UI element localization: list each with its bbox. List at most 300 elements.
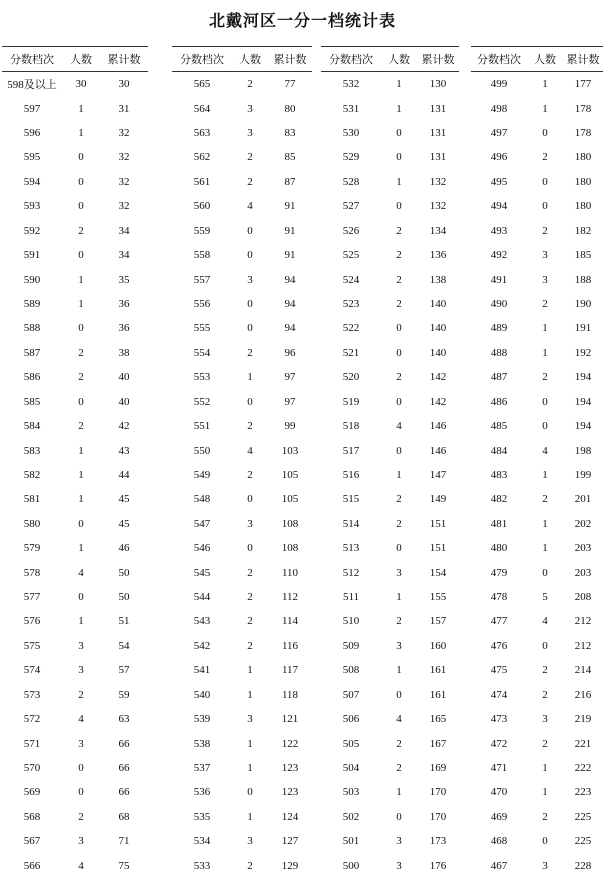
count-cell: 1 [78, 542, 84, 555]
score-cell: 504 [342, 762, 360, 775]
cumulative-cell: 43 [118, 444, 130, 457]
table-row [172, 829, 312, 853]
count-cell: 0 [396, 395, 402, 408]
count-cell: 1 [542, 468, 548, 481]
cumulative-cell: 131 [429, 127, 447, 140]
cumulative-cell: 121 [281, 713, 299, 726]
cumulative-cell: 71 [118, 835, 130, 848]
cumulative-cell: 63 [118, 713, 130, 726]
score-cell: 536 [193, 786, 211, 799]
score-cell: 595 [23, 151, 41, 164]
count-cell: 1 [542, 322, 548, 335]
count-cell: 1 [396, 175, 402, 188]
score-cell: 596 [23, 127, 41, 140]
count-cell: 3 [396, 566, 402, 579]
cumulative-cell: 32 [118, 151, 130, 164]
cumulative-cell: 127 [281, 835, 299, 848]
cumulative-cell: 176 [429, 859, 447, 872]
score-cell: 532 [342, 78, 360, 91]
count-cell: 5 [542, 591, 548, 604]
table-row [2, 780, 148, 804]
count-cell: 2 [542, 371, 548, 384]
score-cell: 483 [490, 468, 508, 481]
cumulative-cell: 154 [429, 566, 447, 579]
count-cell: 2 [396, 517, 402, 530]
table-row [172, 365, 312, 389]
cumulative-cell: 192 [574, 346, 592, 359]
table-row [471, 854, 603, 878]
cumulative-cell: 75 [118, 859, 130, 872]
table-row [2, 512, 148, 536]
score-cell: 530 [342, 127, 360, 140]
score-cell: 474 [490, 688, 508, 701]
score-cell: 589 [23, 298, 41, 310]
table-row [471, 96, 603, 120]
count-cell: 1 [247, 664, 253, 677]
count-cell: 1 [542, 102, 548, 115]
count-cell: 4 [78, 713, 84, 726]
score-cell: 586 [23, 371, 41, 384]
score-cell: 522 [342, 322, 360, 335]
cumulative-cell: 140 [429, 298, 447, 310]
cumulative-cell: 177 [574, 78, 592, 91]
count-cell: 2 [542, 151, 548, 164]
score-cell: 571 [23, 737, 41, 750]
cumulative-cell: 203 [574, 542, 592, 555]
table-row [172, 96, 312, 120]
score-cell: 497 [490, 127, 508, 140]
count-cell: 1 [396, 786, 402, 799]
table-row [172, 170, 312, 194]
score-cell: 535 [193, 810, 211, 823]
table-row [172, 316, 312, 340]
table-row [172, 267, 312, 291]
score-cell: 501 [342, 835, 360, 848]
cumulative-cell: 66 [118, 737, 130, 750]
count-cell: 3 [78, 737, 84, 750]
count-cell: 0 [78, 151, 84, 164]
score-cell: 567 [23, 835, 41, 848]
score-cell: 593 [23, 200, 41, 213]
column-header: 分数档次 [2, 47, 62, 72]
cumulative-cell: 190 [574, 298, 592, 310]
score-cell: 487 [490, 371, 508, 384]
cumulative-cell: 38 [118, 346, 130, 359]
table-row [471, 292, 603, 316]
cumulative-cell: 32 [118, 175, 130, 188]
count-cell: 2 [247, 639, 253, 652]
count-cell: 3 [542, 249, 548, 262]
score-cell: 563 [193, 127, 211, 140]
cumulative-cell: 202 [574, 517, 592, 530]
table-row [172, 438, 312, 462]
score-cell: 565 [193, 78, 211, 91]
score-cell: 548 [193, 493, 211, 506]
cumulative-cell: 160 [429, 639, 447, 652]
cumulative-cell: 130 [429, 78, 447, 91]
cumulative-cell: 212 [574, 615, 592, 628]
cumulative-cell: 83 [284, 127, 296, 140]
score-cell: 549 [193, 468, 211, 481]
count-cell: 1 [247, 737, 253, 750]
table-header-row [321, 47, 459, 72]
score-cell: 476 [490, 639, 508, 652]
count-cell: 0 [78, 322, 84, 335]
score-cell: 558 [193, 249, 211, 262]
score-cell: 537 [193, 762, 211, 775]
count-cell: 2 [247, 346, 253, 359]
table-row [172, 780, 312, 804]
cumulative-cell: 194 [574, 395, 592, 408]
cumulative-cell: 66 [118, 762, 130, 775]
count-cell: 2 [542, 664, 548, 677]
table-row [2, 634, 148, 658]
column-header: 人数 [527, 47, 563, 72]
count-cell: 1 [396, 102, 402, 115]
table-header-row [471, 47, 603, 72]
cumulative-cell: 151 [429, 517, 447, 530]
score-cell: 542 [193, 639, 211, 652]
count-cell: 1 [78, 127, 84, 140]
table-row [471, 683, 603, 707]
score-cell: 494 [490, 200, 508, 213]
score-tables [2, 46, 603, 872]
cumulative-cell: 57 [118, 664, 130, 677]
cumulative-cell: 157 [429, 615, 447, 628]
score-cell: 550 [193, 444, 211, 457]
cumulative-cell: 151 [429, 542, 447, 555]
cumulative-cell: 94 [284, 298, 296, 310]
count-cell: 2 [396, 493, 402, 506]
count-cell: 1 [542, 762, 548, 775]
count-cell: 4 [78, 859, 84, 872]
table-row [2, 438, 148, 462]
cumulative-cell: 203 [574, 566, 592, 579]
score-cell: 562 [193, 151, 211, 164]
score-cell: 498 [490, 102, 508, 115]
table-row [321, 121, 459, 145]
table-row [2, 683, 148, 707]
table-row [2, 145, 148, 169]
score-cell: 480 [490, 542, 508, 555]
count-cell: 1 [396, 78, 402, 91]
table-row [321, 829, 459, 853]
count-cell: 4 [542, 444, 548, 457]
table-row [2, 96, 148, 120]
table-row [321, 512, 459, 536]
count-cell: 0 [396, 322, 402, 335]
table-row [172, 536, 312, 560]
count-cell: 2 [247, 175, 253, 188]
count-cell: 2 [78, 371, 84, 384]
table-row [172, 756, 312, 780]
table-row [321, 96, 459, 120]
score-cell: 597 [23, 102, 41, 115]
table-row [172, 585, 312, 609]
score-cell: 521 [342, 346, 360, 359]
count-cell: 2 [542, 298, 548, 310]
cumulative-cell: 180 [574, 200, 592, 213]
count-cell: 0 [396, 542, 402, 555]
cumulative-cell: 198 [574, 444, 592, 457]
cumulative-cell: 40 [118, 395, 130, 408]
cumulative-cell: 188 [574, 273, 592, 286]
count-cell: 2 [78, 810, 84, 823]
cumulative-cell: 129 [281, 859, 299, 872]
count-cell: 3 [542, 713, 548, 726]
table-row [321, 414, 459, 438]
score-cell: 495 [490, 175, 508, 188]
cumulative-cell: 66 [118, 786, 130, 799]
cumulative-cell: 77 [284, 78, 296, 91]
score-cell: 469 [490, 810, 508, 823]
cumulative-cell: 225 [574, 835, 592, 848]
cumulative-cell: 123 [281, 762, 299, 775]
table-row [471, 805, 603, 829]
score-cell: 582 [23, 468, 41, 481]
table-row [471, 194, 603, 218]
table-row [172, 658, 312, 682]
cumulative-cell: 91 [284, 249, 296, 262]
count-cell: 2 [396, 273, 402, 286]
table-row [321, 438, 459, 462]
score-cell: 486 [490, 395, 508, 408]
score-cell: 527 [342, 200, 360, 213]
score-cell: 585 [23, 395, 41, 408]
cumulative-cell: 185 [574, 249, 592, 262]
cumulative-cell: 170 [429, 786, 447, 799]
count-cell: 0 [396, 444, 402, 457]
count-cell: 2 [542, 737, 548, 750]
cumulative-cell: 131 [429, 102, 447, 115]
count-cell: 2 [247, 420, 253, 433]
count-cell: 2 [542, 810, 548, 823]
cumulative-cell: 170 [429, 810, 447, 823]
cumulative-cell: 201 [574, 493, 592, 506]
count-cell: 0 [396, 810, 402, 823]
count-cell: 1 [247, 371, 253, 384]
cumulative-cell: 112 [281, 591, 299, 604]
count-cell: 4 [542, 615, 548, 628]
count-cell: 0 [247, 298, 253, 310]
table-row [172, 121, 312, 145]
count-cell: 0 [542, 175, 548, 188]
count-cell: 0 [542, 420, 548, 433]
cumulative-cell: 146 [429, 444, 447, 457]
count-cell: 0 [247, 395, 253, 408]
count-cell: 1 [542, 78, 548, 91]
table-row [321, 854, 459, 878]
cumulative-cell: 147 [429, 468, 447, 481]
score-cell: 534 [193, 835, 211, 848]
count-cell: 0 [542, 835, 548, 848]
count-cell: 0 [247, 786, 253, 799]
cumulative-cell: 219 [574, 713, 592, 726]
cumulative-cell: 99 [284, 420, 296, 433]
table-row [172, 145, 312, 169]
column-header: 人数 [381, 47, 417, 72]
count-cell: 0 [247, 322, 253, 335]
score-cell: 551 [193, 420, 211, 433]
table-row [172, 414, 312, 438]
score-cell: 594 [23, 175, 41, 188]
count-cell: 2 [542, 224, 548, 237]
cumulative-cell: 51 [118, 615, 130, 628]
table-row [2, 267, 148, 291]
score-cell: 468 [490, 835, 508, 848]
cumulative-cell: 105 [281, 493, 299, 506]
count-cell: 0 [542, 200, 548, 213]
score-cell: 493 [490, 224, 508, 237]
table-row [172, 389, 312, 413]
cumulative-cell: 208 [574, 591, 592, 604]
count-cell: 3 [542, 859, 548, 872]
score-cell: 514 [342, 517, 360, 530]
column-header: 分数档次 [321, 47, 381, 72]
table-row [172, 805, 312, 829]
score-cell: 591 [23, 249, 41, 262]
table-row [471, 463, 603, 487]
cumulative-cell: 32 [118, 127, 130, 140]
table-row [172, 194, 312, 218]
count-cell: 1 [78, 273, 84, 286]
count-cell: 1 [247, 688, 253, 701]
count-cell: 0 [78, 517, 84, 530]
cumulative-cell: 155 [429, 591, 447, 604]
table-row [2, 243, 148, 267]
count-cell: 2 [78, 346, 84, 359]
table-row [172, 243, 312, 267]
score-cell: 503 [342, 786, 360, 799]
count-cell: 1 [542, 346, 548, 359]
table-row [172, 219, 312, 243]
count-cell: 3 [78, 664, 84, 677]
score-cell: 575 [23, 639, 41, 652]
cumulative-cell: 136 [429, 249, 447, 262]
table-row [321, 780, 459, 804]
cumulative-cell: 222 [574, 762, 592, 775]
table-row [2, 121, 148, 145]
cumulative-cell: 146 [429, 420, 447, 433]
count-cell: 3 [247, 102, 253, 115]
cumulative-cell: 30 [118, 78, 130, 91]
cumulative-cell: 199 [574, 468, 592, 481]
count-cell: 0 [78, 591, 84, 604]
table-row [2, 463, 148, 487]
table-row [2, 341, 148, 365]
column-header: 人数 [232, 47, 268, 72]
cumulative-cell: 131 [429, 151, 447, 164]
cumulative-cell: 221 [574, 737, 592, 750]
score-cell: 471 [490, 762, 508, 775]
count-cell: 3 [247, 713, 253, 726]
count-cell: 1 [78, 493, 84, 506]
cumulative-cell: 142 [429, 371, 447, 384]
score-cell: 515 [342, 493, 360, 506]
table-row [321, 536, 459, 560]
cumulative-cell: 165 [429, 713, 447, 726]
table-row [321, 194, 459, 218]
table-row [321, 683, 459, 707]
table-row [2, 756, 148, 780]
score-cell: 590 [23, 273, 41, 286]
table-row [321, 585, 459, 609]
column-header: 累计数 [417, 47, 459, 72]
table-row [321, 365, 459, 389]
score-cell: 568 [23, 810, 41, 823]
score-cell: 546 [193, 542, 211, 555]
cumulative-cell: 46 [118, 542, 130, 555]
table-row [2, 609, 148, 633]
count-cell: 2 [542, 688, 548, 701]
cumulative-cell: 59 [118, 688, 130, 701]
count-cell: 2 [247, 78, 253, 91]
score-cell: 578 [23, 566, 41, 579]
score-cell: 560 [193, 200, 211, 213]
cumulative-cell: 182 [574, 224, 592, 237]
score-cell: 531 [342, 102, 360, 115]
page-title: 北戴河区一分一档统计表 [208, 11, 396, 30]
cumulative-cell: 44 [118, 468, 130, 481]
cumulative-cell: 34 [118, 249, 130, 262]
score-cell: 467 [490, 859, 508, 872]
table-row [2, 194, 148, 218]
cumulative-cell: 216 [574, 688, 592, 701]
column-header: 累计数 [100, 47, 148, 72]
count-cell: 2 [247, 566, 253, 579]
cumulative-cell: 105 [281, 468, 299, 481]
table-row [2, 72, 148, 97]
score-table-block [321, 46, 459, 878]
column-header: 分数档次 [471, 47, 527, 72]
count-cell: 0 [396, 127, 402, 140]
table-row [321, 487, 459, 511]
cumulative-cell: 191 [574, 322, 592, 335]
table-row [471, 512, 603, 536]
score-cell: 564 [193, 102, 211, 115]
cumulative-cell: 32 [118, 200, 130, 213]
cumulative-cell: 85 [284, 151, 296, 164]
table-row [2, 658, 148, 682]
count-cell: 1 [78, 444, 84, 457]
score-cell: 552 [193, 395, 211, 408]
score-cell: 561 [193, 175, 211, 188]
cumulative-cell: 91 [284, 200, 296, 213]
cumulative-cell: 122 [281, 737, 299, 750]
cumulative-cell: 118 [281, 688, 299, 701]
count-cell: 1 [542, 542, 548, 555]
table-row [471, 316, 603, 340]
score-cell: 502 [342, 810, 360, 823]
score-cell: 491 [490, 273, 508, 286]
table-row [471, 536, 603, 560]
cumulative-cell: 138 [429, 273, 447, 286]
score-cell: 588 [23, 322, 41, 335]
score-cell: 572 [23, 713, 41, 726]
count-cell: 0 [542, 127, 548, 140]
cumulative-cell: 97 [284, 371, 296, 384]
count-cell: 2 [247, 615, 253, 628]
score-cell: 526 [342, 224, 360, 237]
cumulative-cell: 87 [284, 175, 296, 188]
count-cell: 4 [78, 566, 84, 579]
score-cell: 482 [490, 493, 508, 506]
table-row [321, 243, 459, 267]
score-cell: 555 [193, 322, 211, 335]
score-cell: 473 [490, 713, 508, 726]
table-row [471, 829, 603, 853]
count-cell: 3 [247, 273, 253, 286]
